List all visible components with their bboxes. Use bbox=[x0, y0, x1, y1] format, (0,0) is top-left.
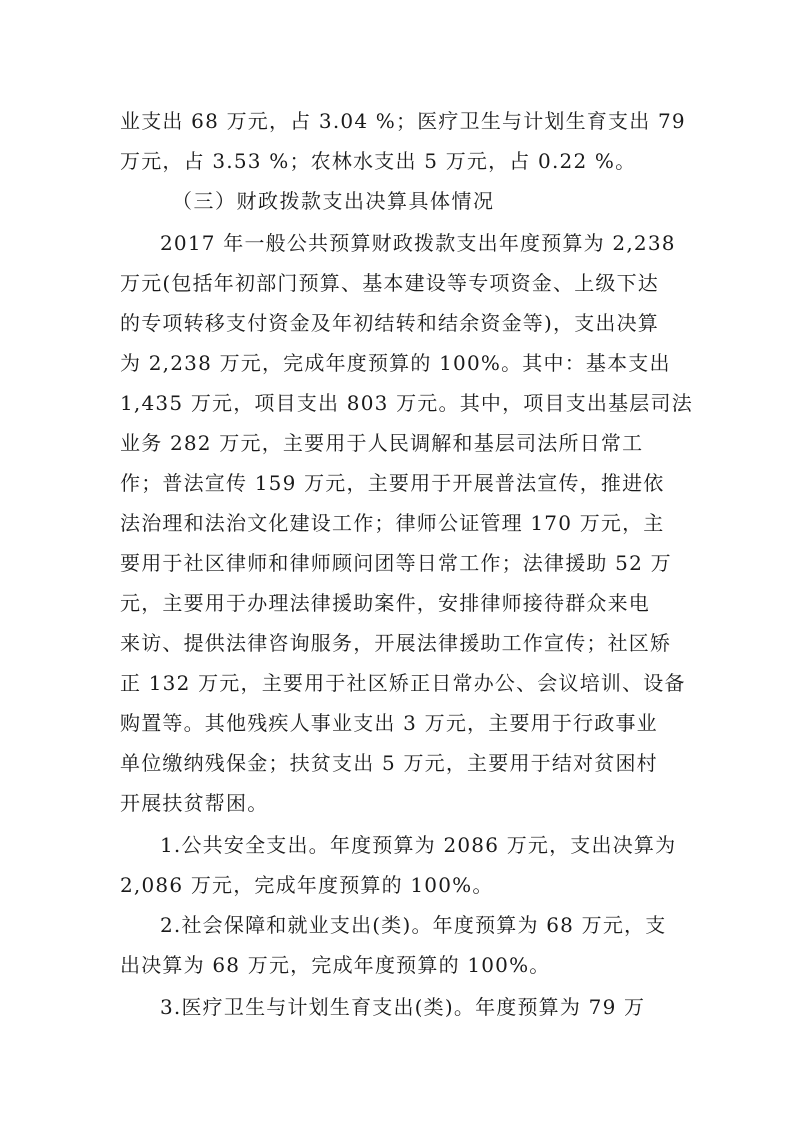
text-line: 的专项转移支付资金及年初结转和结余资金等)，支出决算 bbox=[120, 311, 660, 335]
text-line: 开展扶贫帮困。 bbox=[120, 791, 269, 815]
text-line: 业支出 68 万元，占 3.04 %；医疗卫生与计划生育支出 79 bbox=[120, 109, 686, 133]
text-line: 万元，占 3.53 %；农林水支出 5 万元，占 0.22 %。 bbox=[120, 149, 637, 173]
text-line: 法治理和法治文化建设工作；律师公证管理 170 万元，主 bbox=[120, 511, 665, 535]
text-line: 为 2,238 万元，完成年度预算的 100%。其中：基本支出 bbox=[120, 351, 671, 375]
text-line: 业务 282 万元，主要用于人民调解和基层司法所日常工 bbox=[120, 431, 644, 455]
text-line: 要用于社区律师和律师顾问团等日常工作；法律援助 52 万 bbox=[120, 551, 672, 575]
text-line: 单位缴纳残保金；扶贫支出 5 万元，主要用于结对贫困村 bbox=[120, 751, 658, 775]
text-line: 元，主要用于办理法律援助案件，安排律师接待群众来电 bbox=[120, 591, 650, 615]
text-line: 作；普法宣传 159 万元，主要用于开展普法宣传，推进依 bbox=[120, 471, 665, 495]
text-line: 来访、提供法律咨询服务，开展法律援助工作宣传；社区矫 bbox=[120, 631, 672, 655]
text-line: 万元(包括年初部门预算、基本建设等专项资金、上级下达 bbox=[120, 271, 660, 295]
text-line: 2,086 万元，完成年度预算的 100%。 bbox=[120, 873, 494, 897]
text-line: 出决算为 68 万元，完成年度预算的 100%。 bbox=[120, 953, 551, 977]
text-line: 3.医疗卫生与计划生育支出(类)。年度预算为 79 万 bbox=[160, 995, 646, 1019]
text-line: 2.社会保障和就业支出(类)。年度预算为 68 万元，支 bbox=[160, 913, 667, 937]
text-line: 1.公共安全支出。年度预算为 2086 万元，支出决算为 bbox=[160, 833, 677, 857]
text-line: 正 132 万元，主要用于社区矫正日常办公、会议培训、设备 bbox=[120, 671, 686, 695]
text-line: 购置等。其他残疾人事业支出 3 万元，主要用于行政事业 bbox=[120, 711, 658, 735]
text-line: 1,435 万元，项目支出 803 万元。其中，项目支出基层司法 bbox=[120, 391, 693, 415]
section-heading: （三）财政拨款支出决算具体情况 bbox=[172, 189, 495, 213]
text-line: 2017 年一般公共预算财政拨款支出年度预算为 2,238 bbox=[160, 231, 676, 255]
